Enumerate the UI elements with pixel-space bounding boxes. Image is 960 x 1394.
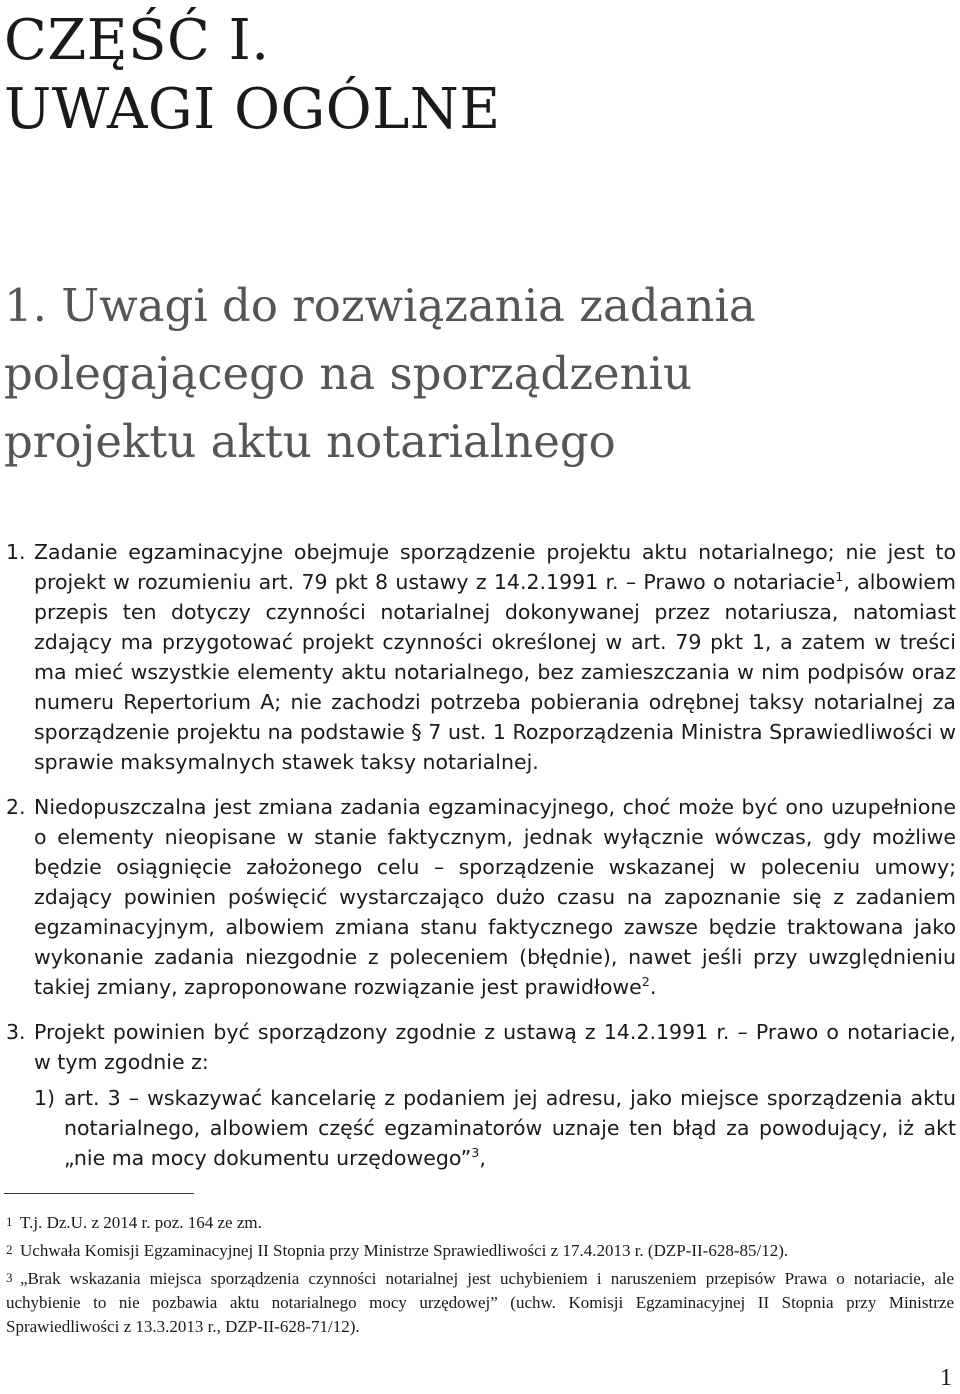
footnote-text: T.j. Dz.U. z 2014 r. poz. 164 ze zm. (20, 1213, 262, 1232)
section-title-line-3: projektu aktu notarialnego (4, 415, 616, 468)
footnote-number: 1 (6, 1214, 13, 1229)
list-item-number: 1) (34, 1086, 56, 1110)
footnotes (6, 1210, 954, 1342)
part-title-line-2: UWAGI OGÓLNE (4, 77, 501, 143)
paragraph-text-part: Zadanie egzaminacyjne obejmuje sporządzenie projektu aktu notarialnego; nie jest to projekt w rozumieniu art. 79 pkt 8 ustawy z 14.2.1991 r. – Prawo o notariacie (34, 540, 956, 594)
footnote-text: Uchwała Komisji Egzaminacyjnej II Stopnia przy Ministrze Sprawiedliwości z 17.4.2013 r. (DZP-II-628-85/12). (20, 1241, 789, 1260)
footnote-3 (6, 1266, 954, 1339)
paragraph-1 (6, 537, 956, 777)
list-item-text-part: , (479, 1146, 486, 1170)
footnote-text: „Brak wskazania miejsca sporządzenia czynności notarialnej jest uchybieniem i naruszeniem przepisów Prawa o notariacie, ale uchybienie to nie pozbawia aktu notarialnego mocy urzędowej” (uchw. Komisji Egzaminacyjnej II Stopnia przy Ministrze Sprawiedliwości z 13.3.2013 r., DZP-II-628-71/12). (6, 1269, 954, 1336)
paragraph-2 (6, 792, 956, 1002)
paragraph-text-part: Projekt powinien być sporządzony zgodnie z ustawą z 14.2.1991 r. – Prawo o notariacie, w tym zgodnie z: (34, 1020, 956, 1074)
paragraph-number: 3. (6, 1020, 26, 1044)
list-item (34, 1083, 956, 1173)
part-title (4, 6, 501, 145)
footnote-number: 2 (6, 1242, 13, 1257)
section-title-line-1: 1. Uwagi do rozwiązania zadania (4, 279, 756, 332)
footnote-number: 3 (6, 1270, 13, 1285)
footnote-1 (6, 1210, 954, 1235)
paragraph-text (34, 1017, 956, 1077)
paragraph-text-part: Niedopuszczalna jest zmiana zadania egzaminacyjnego, choć może być ono uzupełnione o elementy nieopisane w stanie faktycznym, jednak wyłącznie wówczas, gdy możliwe będzie osiągnięcie założonego celu – sporządzenie wskazanej w poleceniu umowy; zdający powinien poświęcić wystarczająco dużo czasu na zapoznanie się z zadaniem egzaminacyjnym, albowiem zmiana stanu faktycznego zawsze będzie traktowana jako wykonanie zadania niezgodnie z poleceniem (błędnie), nawet jeśli przy uwzględnieniu takiej zmiany, zaproponowane rozwiązanie jest prawidłowe (34, 795, 956, 999)
footnote-2 (6, 1238, 954, 1263)
list-item-text (64, 1083, 956, 1173)
footnote-ref[interactable]: 2 (641, 974, 650, 990)
paragraph-text-part: . (649, 975, 657, 999)
footnote-divider (4, 1193, 194, 1194)
footnote-ref[interactable]: 3 (471, 1145, 480, 1161)
part-title-line-1: CZĘŚĆ I. (4, 8, 270, 73)
paragraph-text-part: , albowiem przepis ten dotyczy czynności notarialnej dokonywanej przez notariusza, natomiast zdający ma przygotować projekt czynności określonej w art. 79 pkt 1, a zatem w treści ma mieć wszystkie elementy aktu notarialnego, bez zamieszczania w nim podpisów oraz numeru Repertorium A; nie zachodzi potrzeba pobierania odrębnej taksy notarialnej za sporządzenie projektu na podstawie § 7 ust. 1 Rozporządzenia Ministra Sprawiedliwości w sprawie maksymalnych stawek taksy notarialnej. (34, 570, 956, 774)
page-number: 1 (940, 1365, 952, 1391)
section-title-line-2: polegającego na sporządzeniu (4, 347, 693, 400)
paragraph-number: 2. (6, 795, 26, 819)
section-title (4, 272, 756, 476)
body-text (6, 537, 956, 1173)
paragraph-text (34, 792, 956, 1002)
paragraph-text (34, 537, 956, 777)
paragraph-number: 1. (6, 540, 26, 564)
paragraph-3 (6, 1017, 956, 1077)
footnote-ref[interactable]: 1 (835, 569, 844, 585)
list-item-text-part: art. 3 – wskazywać kancelarię z podaniem jej adresu, jako miejsce sporządzenia aktu notarialnego, albowiem część egzaminatorów uznaje ten błąd za powodujący, iż akt „nie ma mocy dokumentu urzędowego” (64, 1086, 956, 1170)
